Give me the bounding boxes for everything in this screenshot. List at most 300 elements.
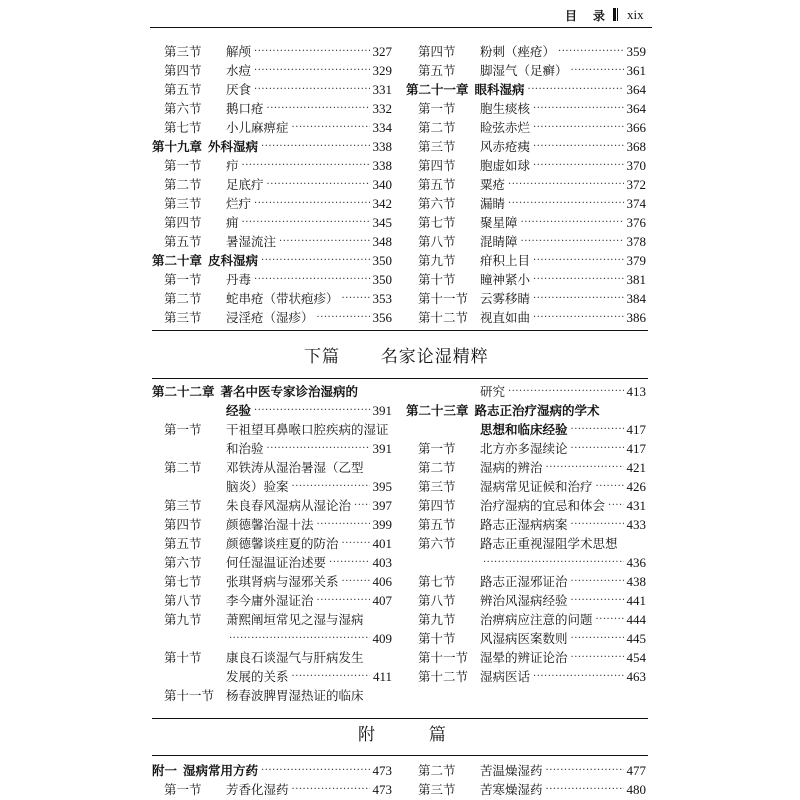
toc-entry bbox=[406, 667, 646, 686]
page-number: 397 bbox=[372, 498, 392, 513]
part-title-appendix-1: 附 bbox=[358, 725, 376, 745]
toc-entry bbox=[406, 118, 646, 137]
page-number: 473 bbox=[372, 763, 392, 778]
toc-entry bbox=[152, 761, 392, 780]
entry-title: 疳积上目 bbox=[480, 253, 531, 268]
entry-title: 丹毒 bbox=[226, 272, 252, 287]
section-number: 第十节 bbox=[418, 272, 456, 287]
section-number: 第十一节 bbox=[164, 688, 215, 703]
page-number: 463 bbox=[626, 669, 646, 684]
page-number: 438 bbox=[626, 574, 646, 589]
toc-entry bbox=[152, 42, 392, 61]
dot-leader bbox=[317, 308, 370, 327]
section-number: 第九节 bbox=[418, 253, 456, 268]
section-number: 第二节 bbox=[418, 120, 456, 135]
dot-leader bbox=[571, 591, 624, 610]
toc-entry bbox=[406, 61, 646, 80]
section-number: 第七节 bbox=[164, 574, 202, 589]
section-number: 第十一节 bbox=[418, 650, 469, 665]
page-number: 334 bbox=[372, 120, 392, 135]
section-number: 第二节 bbox=[164, 460, 202, 475]
page-number: 480 bbox=[626, 782, 646, 797]
toc-entry bbox=[152, 156, 392, 175]
section-number: 第八节 bbox=[164, 593, 202, 608]
page-number: 353 bbox=[372, 291, 392, 306]
page-number: 433 bbox=[626, 517, 646, 532]
entry-title: 辨治风湿病经验 bbox=[480, 593, 568, 608]
page-number: 473 bbox=[372, 782, 392, 797]
section-number: 第一节 bbox=[164, 422, 202, 437]
entry-title: 干祖望耳鼻喉口腔疾病的湿证 bbox=[226, 422, 389, 437]
page-number: 345 bbox=[372, 215, 392, 230]
section-number: 第九节 bbox=[164, 612, 202, 627]
toc-entry bbox=[406, 761, 646, 780]
toc-entry bbox=[152, 308, 392, 327]
toc-entry bbox=[406, 458, 646, 477]
entry-title: 睑弦赤烂 bbox=[480, 120, 531, 135]
toc-entry bbox=[152, 194, 392, 213]
toc-entry bbox=[152, 439, 392, 458]
section-number: 第二节 bbox=[418, 763, 456, 778]
page-number: 426 bbox=[626, 479, 646, 494]
entry-title: 风赤疮痍 bbox=[480, 139, 531, 154]
dot-leader bbox=[571, 439, 624, 458]
section-number: 第二节 bbox=[418, 460, 456, 475]
toc-entry bbox=[152, 780, 392, 799]
toc-entry bbox=[406, 137, 646, 156]
toc-entry bbox=[152, 477, 392, 496]
dot-leader bbox=[546, 780, 624, 799]
entry-title: 张琪肾病与湿邪关系 bbox=[226, 574, 339, 589]
chapter-title: 湿病常用方药 bbox=[183, 763, 259, 778]
toc-entry bbox=[152, 629, 392, 648]
dot-leader bbox=[528, 80, 624, 99]
dot-leader bbox=[571, 629, 624, 648]
page-number: 413 bbox=[626, 384, 646, 399]
section-number: 第三节 bbox=[418, 782, 456, 797]
toc-entry bbox=[152, 610, 392, 629]
entry-title: 何任湿温证治述要 bbox=[226, 555, 327, 570]
part-title-lower bbox=[304, 342, 489, 367]
toc-entry bbox=[406, 232, 646, 251]
section-number: 第十二节 bbox=[418, 669, 469, 684]
page-number: 332 bbox=[372, 101, 392, 116]
entry-title: 杨春波脾胃湿热证的临床 bbox=[226, 688, 364, 703]
page-number: 436 bbox=[626, 555, 646, 570]
section-number: 第六节 bbox=[164, 555, 202, 570]
page-number: 374 bbox=[626, 196, 646, 211]
entry-title: 足底疔 bbox=[226, 177, 264, 192]
section-number: 第三节 bbox=[164, 44, 202, 59]
page-number: 368 bbox=[626, 139, 646, 154]
section-number: 第三节 bbox=[164, 196, 202, 211]
dot-leader bbox=[483, 553, 624, 572]
page-number: 391 bbox=[372, 441, 392, 456]
entry-title: 视直如曲 bbox=[480, 310, 531, 325]
entry-title: 思想和临床经验 bbox=[480, 422, 568, 437]
entry-title: 漏睛 bbox=[480, 196, 506, 211]
toc-entry bbox=[406, 420, 646, 439]
toc-entry bbox=[152, 515, 392, 534]
dot-leader bbox=[254, 194, 369, 213]
page-number: 477 bbox=[626, 763, 646, 778]
page-number: 445 bbox=[626, 631, 646, 646]
section-number: 第一节 bbox=[418, 441, 456, 456]
dot-leader bbox=[508, 175, 623, 194]
entry-title: 颜德馨治湿十法 bbox=[226, 517, 314, 532]
entry-title: 小儿麻痹症 bbox=[226, 120, 289, 135]
entry-title: 胞虚如球 bbox=[480, 158, 531, 173]
toc-entry bbox=[406, 80, 646, 99]
dot-leader bbox=[261, 251, 369, 270]
divider-rule bbox=[152, 755, 648, 756]
entry-title: 发展的关系 bbox=[226, 669, 289, 684]
page-number: 379 bbox=[626, 253, 646, 268]
page-number: 407 bbox=[372, 593, 392, 608]
toc-entry bbox=[152, 232, 392, 251]
entry-title: 颜德馨谈疰夏的防治 bbox=[226, 536, 339, 551]
dot-leader bbox=[533, 137, 623, 156]
section-number: 第四节 bbox=[418, 498, 456, 513]
chapter-title: 外科湿病 bbox=[208, 139, 259, 154]
entry-title: 厌食 bbox=[226, 82, 252, 97]
dot-leader bbox=[242, 156, 370, 175]
part-title-lower-2: 名家论湿精粹 bbox=[380, 347, 489, 367]
page-number: 342 bbox=[372, 196, 392, 211]
entry-title: 水痘 bbox=[226, 63, 252, 78]
entry-title: 脑炎）验案 bbox=[226, 479, 289, 494]
entry-title: 治痹病应注意的问题 bbox=[480, 612, 593, 627]
divider-rule bbox=[152, 330, 648, 331]
toc-entry bbox=[406, 610, 646, 629]
dot-leader bbox=[267, 99, 370, 118]
section-number: 第五节 bbox=[418, 63, 456, 78]
entry-title: 经验 bbox=[226, 403, 252, 418]
entry-title: 湿病医话 bbox=[480, 669, 531, 684]
page-number: 327 bbox=[372, 44, 392, 59]
section-number: 第五节 bbox=[164, 536, 202, 551]
section-number: 第一节 bbox=[164, 272, 202, 287]
dot-leader bbox=[571, 61, 624, 80]
toc-entry bbox=[406, 270, 646, 289]
page-number: 350 bbox=[372, 272, 392, 287]
section-number: 第四节 bbox=[164, 517, 202, 532]
page-number: 372 bbox=[626, 177, 646, 192]
page-number: 366 bbox=[626, 120, 646, 135]
dot-leader bbox=[571, 420, 624, 439]
page-number: 384 bbox=[626, 291, 646, 306]
chapter-title: 皮科湿病 bbox=[208, 253, 259, 268]
toc-entry bbox=[152, 270, 392, 289]
dot-leader bbox=[292, 477, 370, 496]
page-number: 391 bbox=[372, 403, 392, 418]
toc-entry bbox=[406, 42, 646, 61]
dot-leader bbox=[533, 270, 623, 289]
toc-entry bbox=[406, 251, 646, 270]
toc-entry bbox=[406, 308, 646, 327]
divider-rule bbox=[152, 378, 648, 379]
chapter-title: 路志正治疗湿病的学术 bbox=[474, 403, 600, 418]
section-number: 第一节 bbox=[418, 101, 456, 116]
entry-title: 路志正湿邪证治 bbox=[480, 574, 568, 589]
entry-title: 暑湿流注 bbox=[226, 234, 277, 249]
dot-leader bbox=[254, 80, 369, 99]
page-number: 364 bbox=[626, 82, 646, 97]
toc-entry bbox=[152, 213, 392, 232]
part-title-appendix bbox=[358, 720, 447, 745]
entry-title: 朱良春风湿病从湿论治 bbox=[226, 498, 352, 513]
section-number: 第七节 bbox=[418, 215, 456, 230]
entry-title: 混睛障 bbox=[480, 234, 518, 249]
entry-title: 脚湿气（足癣） bbox=[480, 63, 568, 78]
entry-title: 康良石谈湿气与肝病发生 bbox=[226, 650, 364, 665]
entry-title: 解颅 bbox=[226, 44, 252, 59]
entry-title: 蛇串疮（带状疱疹） bbox=[226, 291, 339, 306]
section-number: 第十节 bbox=[418, 631, 456, 646]
page-number: 350 bbox=[372, 253, 392, 268]
page-number: 381 bbox=[626, 272, 646, 287]
dot-leader bbox=[596, 477, 624, 496]
toc-entry bbox=[406, 515, 646, 534]
dot-leader bbox=[254, 401, 369, 420]
toc-entry bbox=[152, 534, 392, 553]
toc-entry bbox=[152, 420, 392, 439]
section-number: 第五节 bbox=[164, 82, 202, 97]
entry-title: 胞生痰核 bbox=[480, 101, 531, 116]
chapter-title: 眼科湿病 bbox=[474, 82, 525, 97]
toc-entry bbox=[406, 629, 646, 648]
dot-leader bbox=[571, 515, 624, 534]
section-number: 第四节 bbox=[418, 158, 456, 173]
entry-title: 痈 bbox=[226, 215, 239, 230]
toc-entry bbox=[152, 80, 392, 99]
toc-entry bbox=[152, 401, 392, 420]
page-number: 359 bbox=[626, 44, 646, 59]
toc-entry bbox=[152, 686, 392, 705]
toc-entry bbox=[152, 553, 392, 572]
toc-entry bbox=[406, 553, 646, 572]
dot-leader bbox=[546, 458, 624, 477]
toc-entry bbox=[152, 251, 392, 270]
page-number: 454 bbox=[626, 650, 646, 665]
toc-entry bbox=[406, 382, 646, 401]
dot-leader bbox=[533, 289, 623, 308]
dot-leader bbox=[521, 232, 624, 251]
section-number: 第四节 bbox=[164, 215, 202, 230]
dot-leader bbox=[292, 667, 370, 686]
dot-leader bbox=[596, 610, 624, 629]
page-number: 401 bbox=[372, 536, 392, 551]
part-title-lower-1: 下篇 bbox=[304, 347, 340, 367]
section-number: 第六节 bbox=[164, 101, 202, 116]
toc-entry bbox=[406, 439, 646, 458]
entry-title: 粟疮 bbox=[480, 177, 506, 192]
toc-entry bbox=[406, 477, 646, 496]
entry-title: 路志正湿病病案 bbox=[480, 517, 568, 532]
section-number: 第一节 bbox=[164, 782, 202, 797]
toc-entry bbox=[406, 175, 646, 194]
dot-leader bbox=[533, 156, 623, 175]
section-number: 第六节 bbox=[418, 196, 456, 211]
entry-title: 北方亦多湿续论 bbox=[480, 441, 568, 456]
toc-entry bbox=[406, 534, 646, 553]
dot-leader bbox=[354, 496, 369, 515]
part-title-appendix-2: 篇 bbox=[428, 725, 447, 745]
entry-title: 和治验 bbox=[226, 441, 264, 456]
entry-title: 芳香化湿药 bbox=[226, 782, 289, 797]
dot-leader bbox=[533, 667, 623, 686]
page-number: 329 bbox=[372, 63, 392, 78]
dot-leader bbox=[317, 591, 370, 610]
section-number: 第八节 bbox=[418, 234, 456, 249]
header-label-mu: 目 bbox=[565, 9, 578, 23]
dot-leader bbox=[521, 213, 624, 232]
section-number: 第六节 bbox=[418, 536, 456, 551]
page-number: 364 bbox=[626, 101, 646, 116]
divider-rule bbox=[152, 718, 648, 719]
dot-leader bbox=[571, 572, 624, 591]
page-number: 399 bbox=[372, 517, 392, 532]
running-header bbox=[0, 0, 800, 30]
section-number: 第一节 bbox=[164, 158, 202, 173]
entry-title: 治疗湿病的宜忌和体会 bbox=[480, 498, 606, 513]
page-number: 378 bbox=[626, 234, 646, 249]
dot-leader bbox=[533, 308, 623, 327]
toc-entry bbox=[152, 458, 392, 477]
section-number: 第五节 bbox=[418, 517, 456, 532]
entry-title: 风湿病医案数则 bbox=[480, 631, 568, 646]
dot-leader bbox=[329, 553, 369, 572]
toc-entry bbox=[406, 572, 646, 591]
toc-entry bbox=[152, 118, 392, 137]
entry-title: 烂疔 bbox=[226, 196, 252, 211]
entry-title: 研究 bbox=[480, 384, 506, 399]
toc-entry bbox=[152, 175, 392, 194]
section-number: 第十二节 bbox=[418, 310, 469, 325]
entry-title: 邓铁涛从湿治暑湿（乙型 bbox=[226, 460, 364, 475]
dot-leader bbox=[533, 251, 623, 270]
entry-title: 李今庸外湿证治 bbox=[226, 593, 314, 608]
dot-leader bbox=[342, 289, 370, 308]
toc-entry bbox=[152, 667, 392, 686]
chapter-number: 第二十三章 bbox=[406, 403, 469, 418]
section-number: 第九节 bbox=[418, 612, 456, 627]
section-number: 第五节 bbox=[164, 234, 202, 249]
page-number: 406 bbox=[372, 574, 392, 589]
toc-entry bbox=[406, 289, 646, 308]
entry-title: 瞳神紧小 bbox=[480, 272, 531, 287]
chapter-number: 第十九章 bbox=[152, 139, 203, 154]
section-number: 第三节 bbox=[164, 310, 202, 325]
page-number: 395 bbox=[372, 479, 392, 494]
dot-leader bbox=[254, 61, 369, 80]
toc-entry bbox=[152, 61, 392, 80]
page-number: 386 bbox=[626, 310, 646, 325]
toc-entry bbox=[152, 591, 392, 610]
dot-leader bbox=[546, 761, 624, 780]
dot-leader bbox=[242, 213, 370, 232]
section-number: 第七节 bbox=[164, 120, 202, 135]
toc-entry bbox=[152, 137, 392, 156]
entry-title: 粉刺（痤疮） bbox=[480, 44, 556, 59]
section-number: 第十节 bbox=[164, 650, 202, 665]
entry-title: 鹅口疮 bbox=[226, 101, 264, 116]
entry-title: 疖 bbox=[226, 158, 239, 173]
section-number: 第十一节 bbox=[418, 291, 469, 306]
page-number: 356 bbox=[372, 310, 392, 325]
toc-entry bbox=[406, 213, 646, 232]
chapter-number: 第二十章 bbox=[152, 253, 203, 268]
section-number: 第四节 bbox=[418, 44, 456, 59]
entry-title: 浸淫疮（湿疹） bbox=[226, 310, 314, 325]
entry-title: 云雾移睛 bbox=[480, 291, 531, 306]
toc-entry bbox=[152, 289, 392, 308]
dot-leader bbox=[571, 648, 624, 667]
chapter-title: 著名中医专家诊治湿病的 bbox=[220, 384, 359, 399]
section-number: 第五节 bbox=[418, 177, 456, 192]
dot-leader bbox=[254, 270, 369, 289]
entry-title: 苦温燥湿药 bbox=[480, 763, 543, 778]
page-number: 370 bbox=[626, 158, 646, 173]
section-number: 第三节 bbox=[164, 498, 202, 513]
page-number: 361 bbox=[626, 63, 646, 78]
section-number: 第七节 bbox=[418, 574, 456, 589]
toc-entry bbox=[406, 194, 646, 213]
chapter-number: 第二十一章 bbox=[406, 82, 469, 97]
dot-leader bbox=[508, 194, 623, 213]
toc-entry bbox=[406, 401, 646, 420]
entry-title: 湿病的辨治 bbox=[480, 460, 543, 475]
page-number: 431 bbox=[626, 498, 646, 513]
page-number: 340 bbox=[372, 177, 392, 192]
page-number: 409 bbox=[372, 631, 392, 646]
dot-leader bbox=[508, 382, 623, 401]
dot-leader bbox=[292, 118, 370, 137]
dot-leader bbox=[267, 439, 370, 458]
header-label-lu: 录 bbox=[593, 9, 606, 23]
toc-entry bbox=[152, 648, 392, 667]
dot-leader bbox=[608, 496, 623, 515]
section-number: 第二节 bbox=[164, 291, 202, 306]
dot-leader bbox=[267, 175, 370, 194]
page-number: 417 bbox=[626, 441, 646, 456]
page-number: 331 bbox=[372, 82, 392, 97]
section-number: 第三节 bbox=[418, 139, 456, 154]
page-number: 444 bbox=[626, 612, 646, 627]
dot-leader bbox=[558, 42, 623, 61]
page-number: 403 bbox=[372, 555, 392, 570]
page-number: 376 bbox=[626, 215, 646, 230]
toc-entry bbox=[406, 156, 646, 175]
toc-entry bbox=[406, 648, 646, 667]
page-number: 411 bbox=[372, 669, 392, 684]
toc-entry bbox=[406, 496, 646, 515]
page-number: 338 bbox=[372, 158, 392, 173]
header-page-number: xix bbox=[627, 7, 644, 22]
entry-title: 湿晕的辨证论治 bbox=[480, 650, 568, 665]
entry-title: 苦寒燥湿药 bbox=[480, 782, 543, 797]
entry-title: 聚星障 bbox=[480, 215, 518, 230]
toc-entry bbox=[152, 99, 392, 118]
section-number: 第二节 bbox=[164, 177, 202, 192]
dot-leader bbox=[342, 572, 370, 591]
dot-leader bbox=[229, 629, 370, 648]
entry-title: 路志正重视湿阻学术思想 bbox=[480, 536, 618, 551]
toc-entry bbox=[406, 99, 646, 118]
chapter-number: 附一 bbox=[152, 763, 178, 778]
chapter-number: 第二十二章 bbox=[152, 384, 215, 399]
dot-leader bbox=[533, 99, 623, 118]
